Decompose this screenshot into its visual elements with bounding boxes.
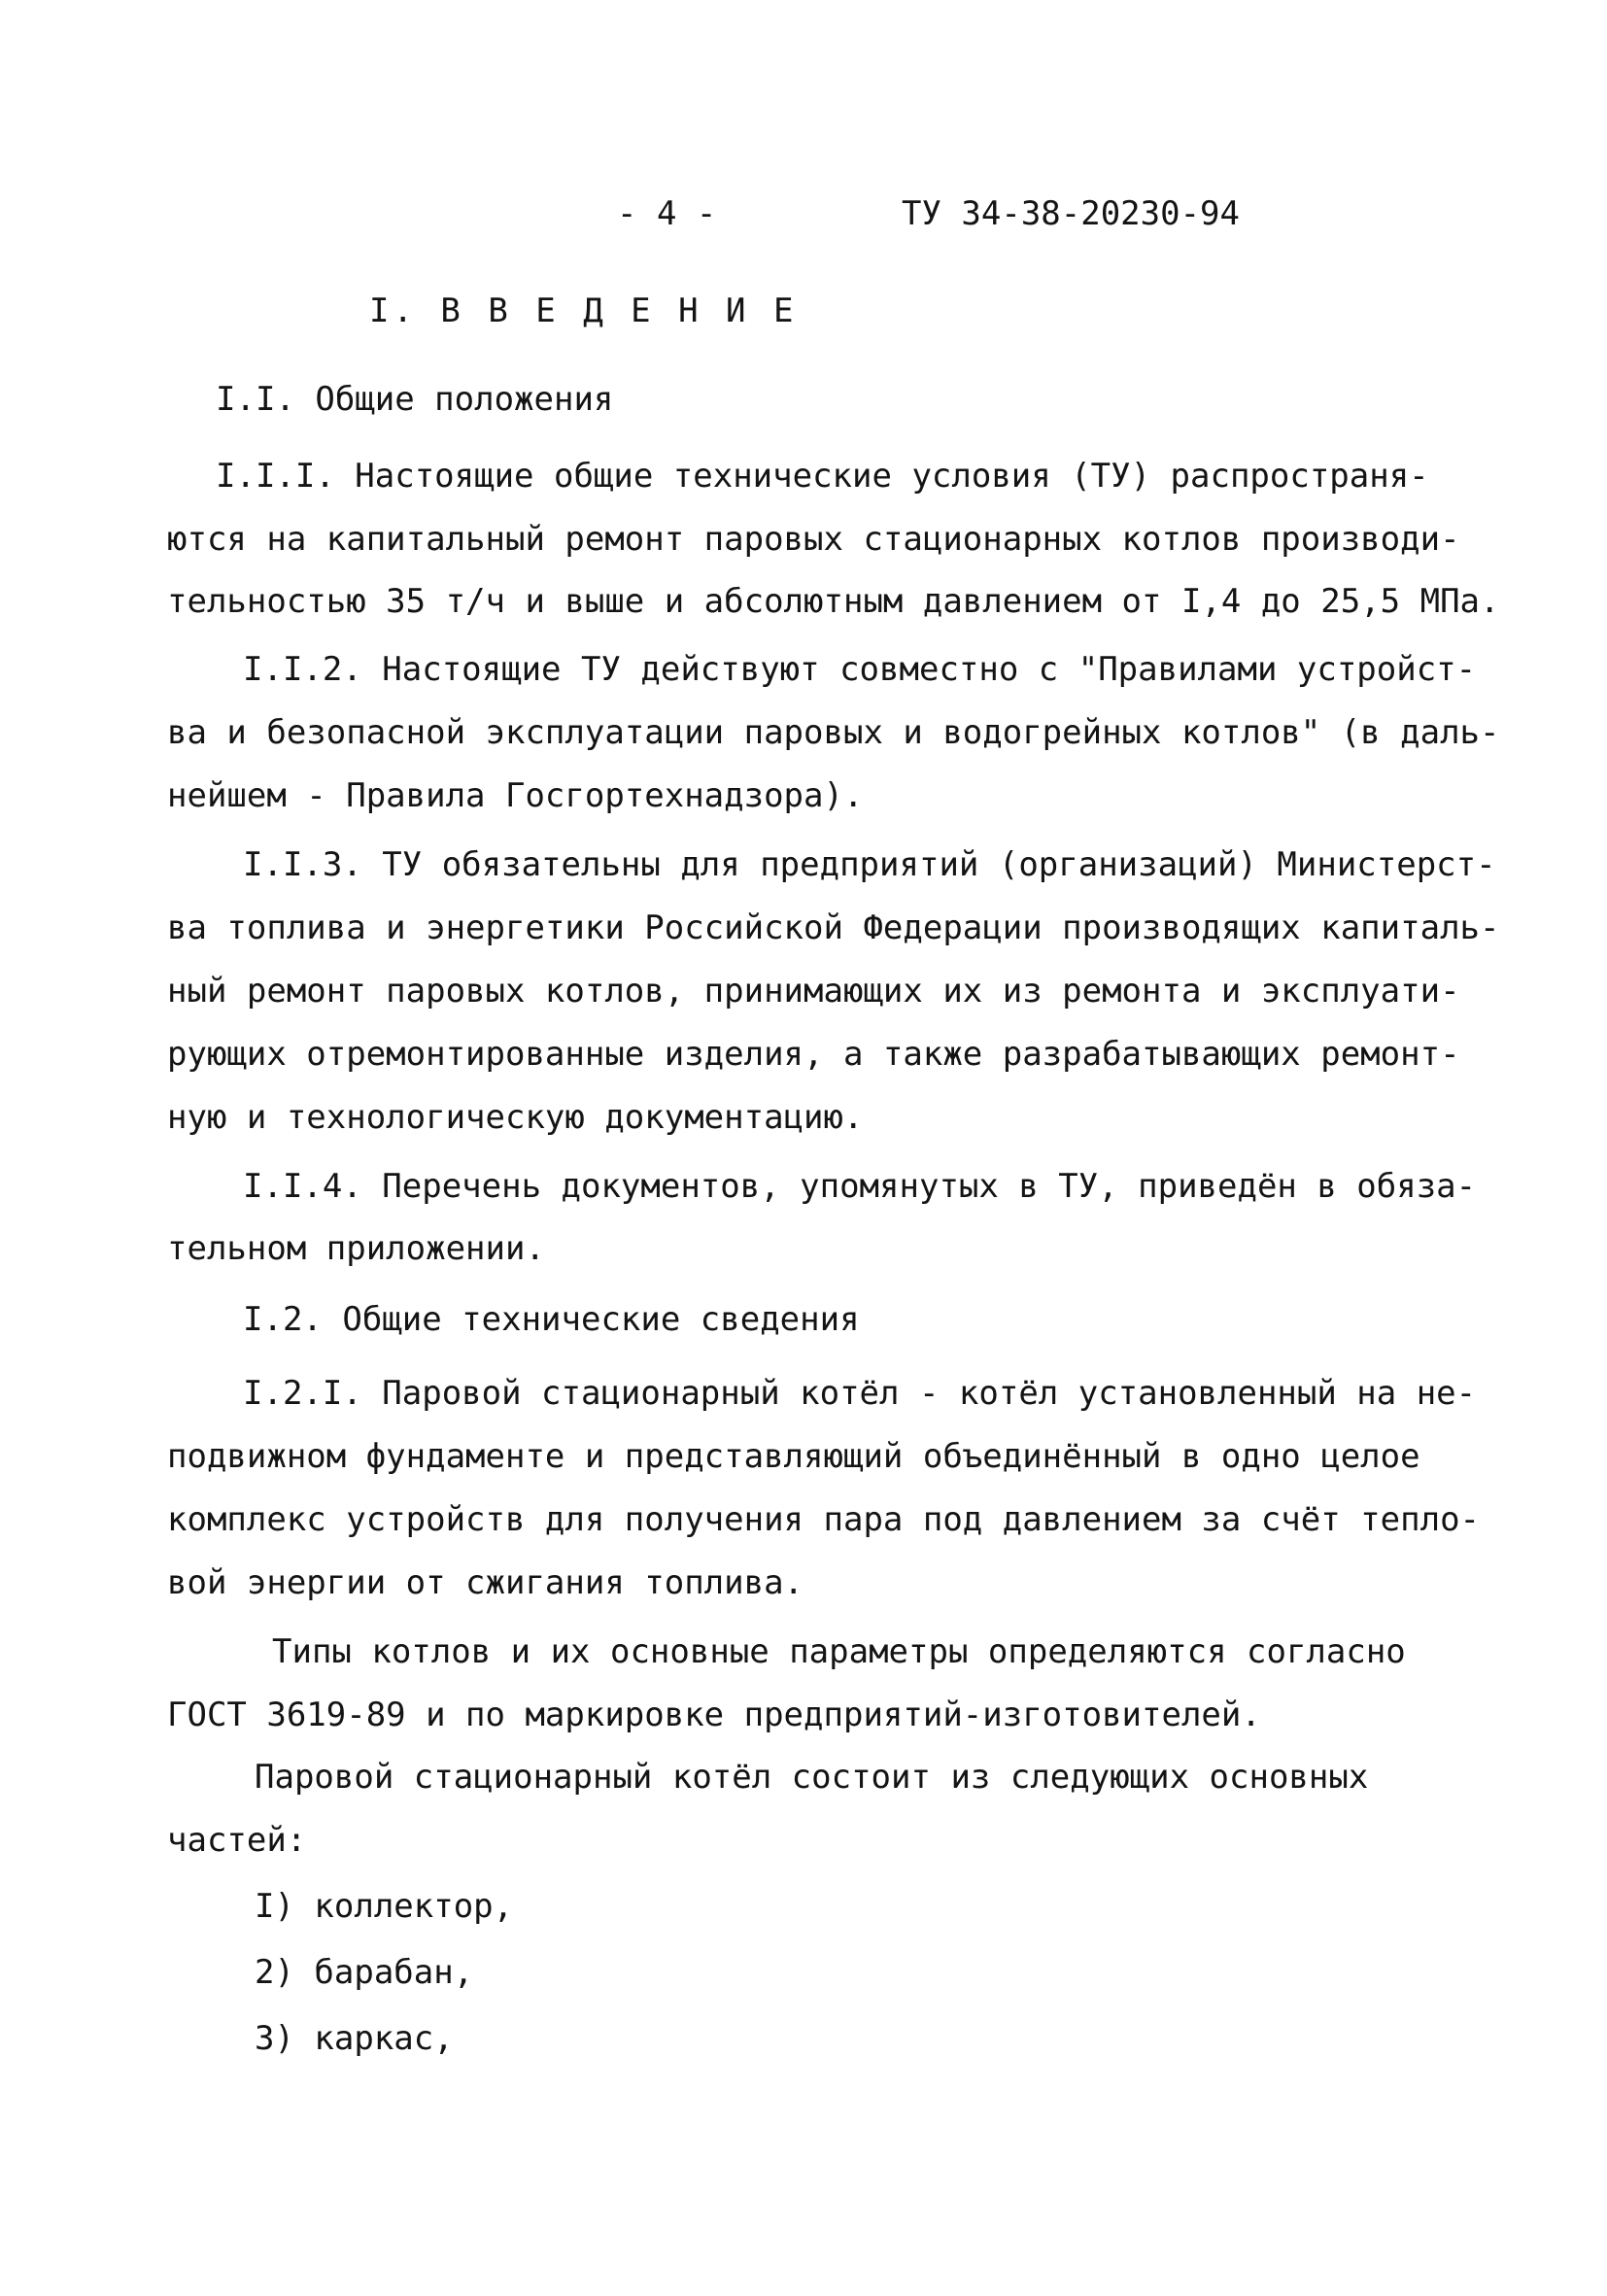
paragraph-line: ную и технологическую документацию. bbox=[167, 1098, 864, 1137]
list-item: I) коллектор, bbox=[255, 1887, 514, 1926]
subsection-heading: I.2. Общие технические сведения bbox=[243, 1300, 860, 1339]
paragraph-line: ва топлива и энергетики Российской Федерации производящих капиталь- bbox=[167, 908, 1500, 947]
paragraph-line: ный ремонт паровых котлов, принимающих их из ремонта и эксплуати- bbox=[167, 972, 1460, 1011]
paragraph-line: тельностью 35 т/ч и выше и абсолютным давлением от I,4 до 25,5 МПа. bbox=[167, 582, 1500, 621]
paragraph-line: I.I.3. ТУ обязательны для предприятий (организаций) Министерст- bbox=[243, 845, 1496, 884]
list-item: 3) каркас, bbox=[255, 2019, 454, 2058]
paragraph-line: рующих отремонтированные изделия, а также разрабатывающих ремонт- bbox=[167, 1035, 1460, 1074]
paragraph-line: подвижном фундаменте и представляющий объединённый в одно целое bbox=[167, 1437, 1420, 1476]
paragraph-line: Паровой стационарный котёл состоит из следующих основных bbox=[255, 1758, 1369, 1797]
paragraph-line: ются на капитальный ремонт паровых стационарных котлов производи- bbox=[167, 520, 1460, 559]
paragraph-line: I.I.4. Перечень документов, упомянутых в ТУ, приведён в обяза- bbox=[243, 1167, 1477, 1206]
paragraph-line: I.2.I. Паровой стационарный котёл - котёл установленный на не- bbox=[243, 1374, 1477, 1413]
paragraph-line: Типы котлов и их основные параметры определяются согласно bbox=[272, 1632, 1406, 1671]
paragraph-line: ГОСТ 3619-89 и по маркировке предприятий-изготовителей. bbox=[167, 1696, 1261, 1734]
section-title: I. В В Е Д Е Н И Е bbox=[369, 291, 798, 330]
paragraph-line: I.I.2. Настоящие ТУ действуют совместно с "Правилами устройст- bbox=[243, 650, 1477, 689]
paragraph-line: нейшем - Правила Госгортехнадзора). bbox=[167, 776, 864, 815]
paragraph-line: тельном приложении. bbox=[167, 1229, 545, 1268]
paragraph-line: частей: bbox=[167, 1821, 307, 1860]
subsection-heading: I.I. Общие положения bbox=[216, 380, 614, 419]
paragraph-line: ва и безопасной эксплуатации паровых и водогрейных котлов" (в даль- bbox=[167, 713, 1500, 752]
list-item: 2) барабан, bbox=[255, 1953, 474, 1992]
paragraph-line: вой энергии от сжигания топлива. bbox=[167, 1563, 804, 1602]
paragraph-line: I.I.I. Настоящие общие технические условия (ТУ) распространя- bbox=[216, 457, 1429, 496]
paragraph-line: комплекс устройств для получения пара под давлением за счёт тепло- bbox=[167, 1500, 1481, 1539]
document-code: ТУ 34-38-20230-94 bbox=[902, 194, 1240, 233]
page-number: - 4 - bbox=[617, 194, 717, 233]
